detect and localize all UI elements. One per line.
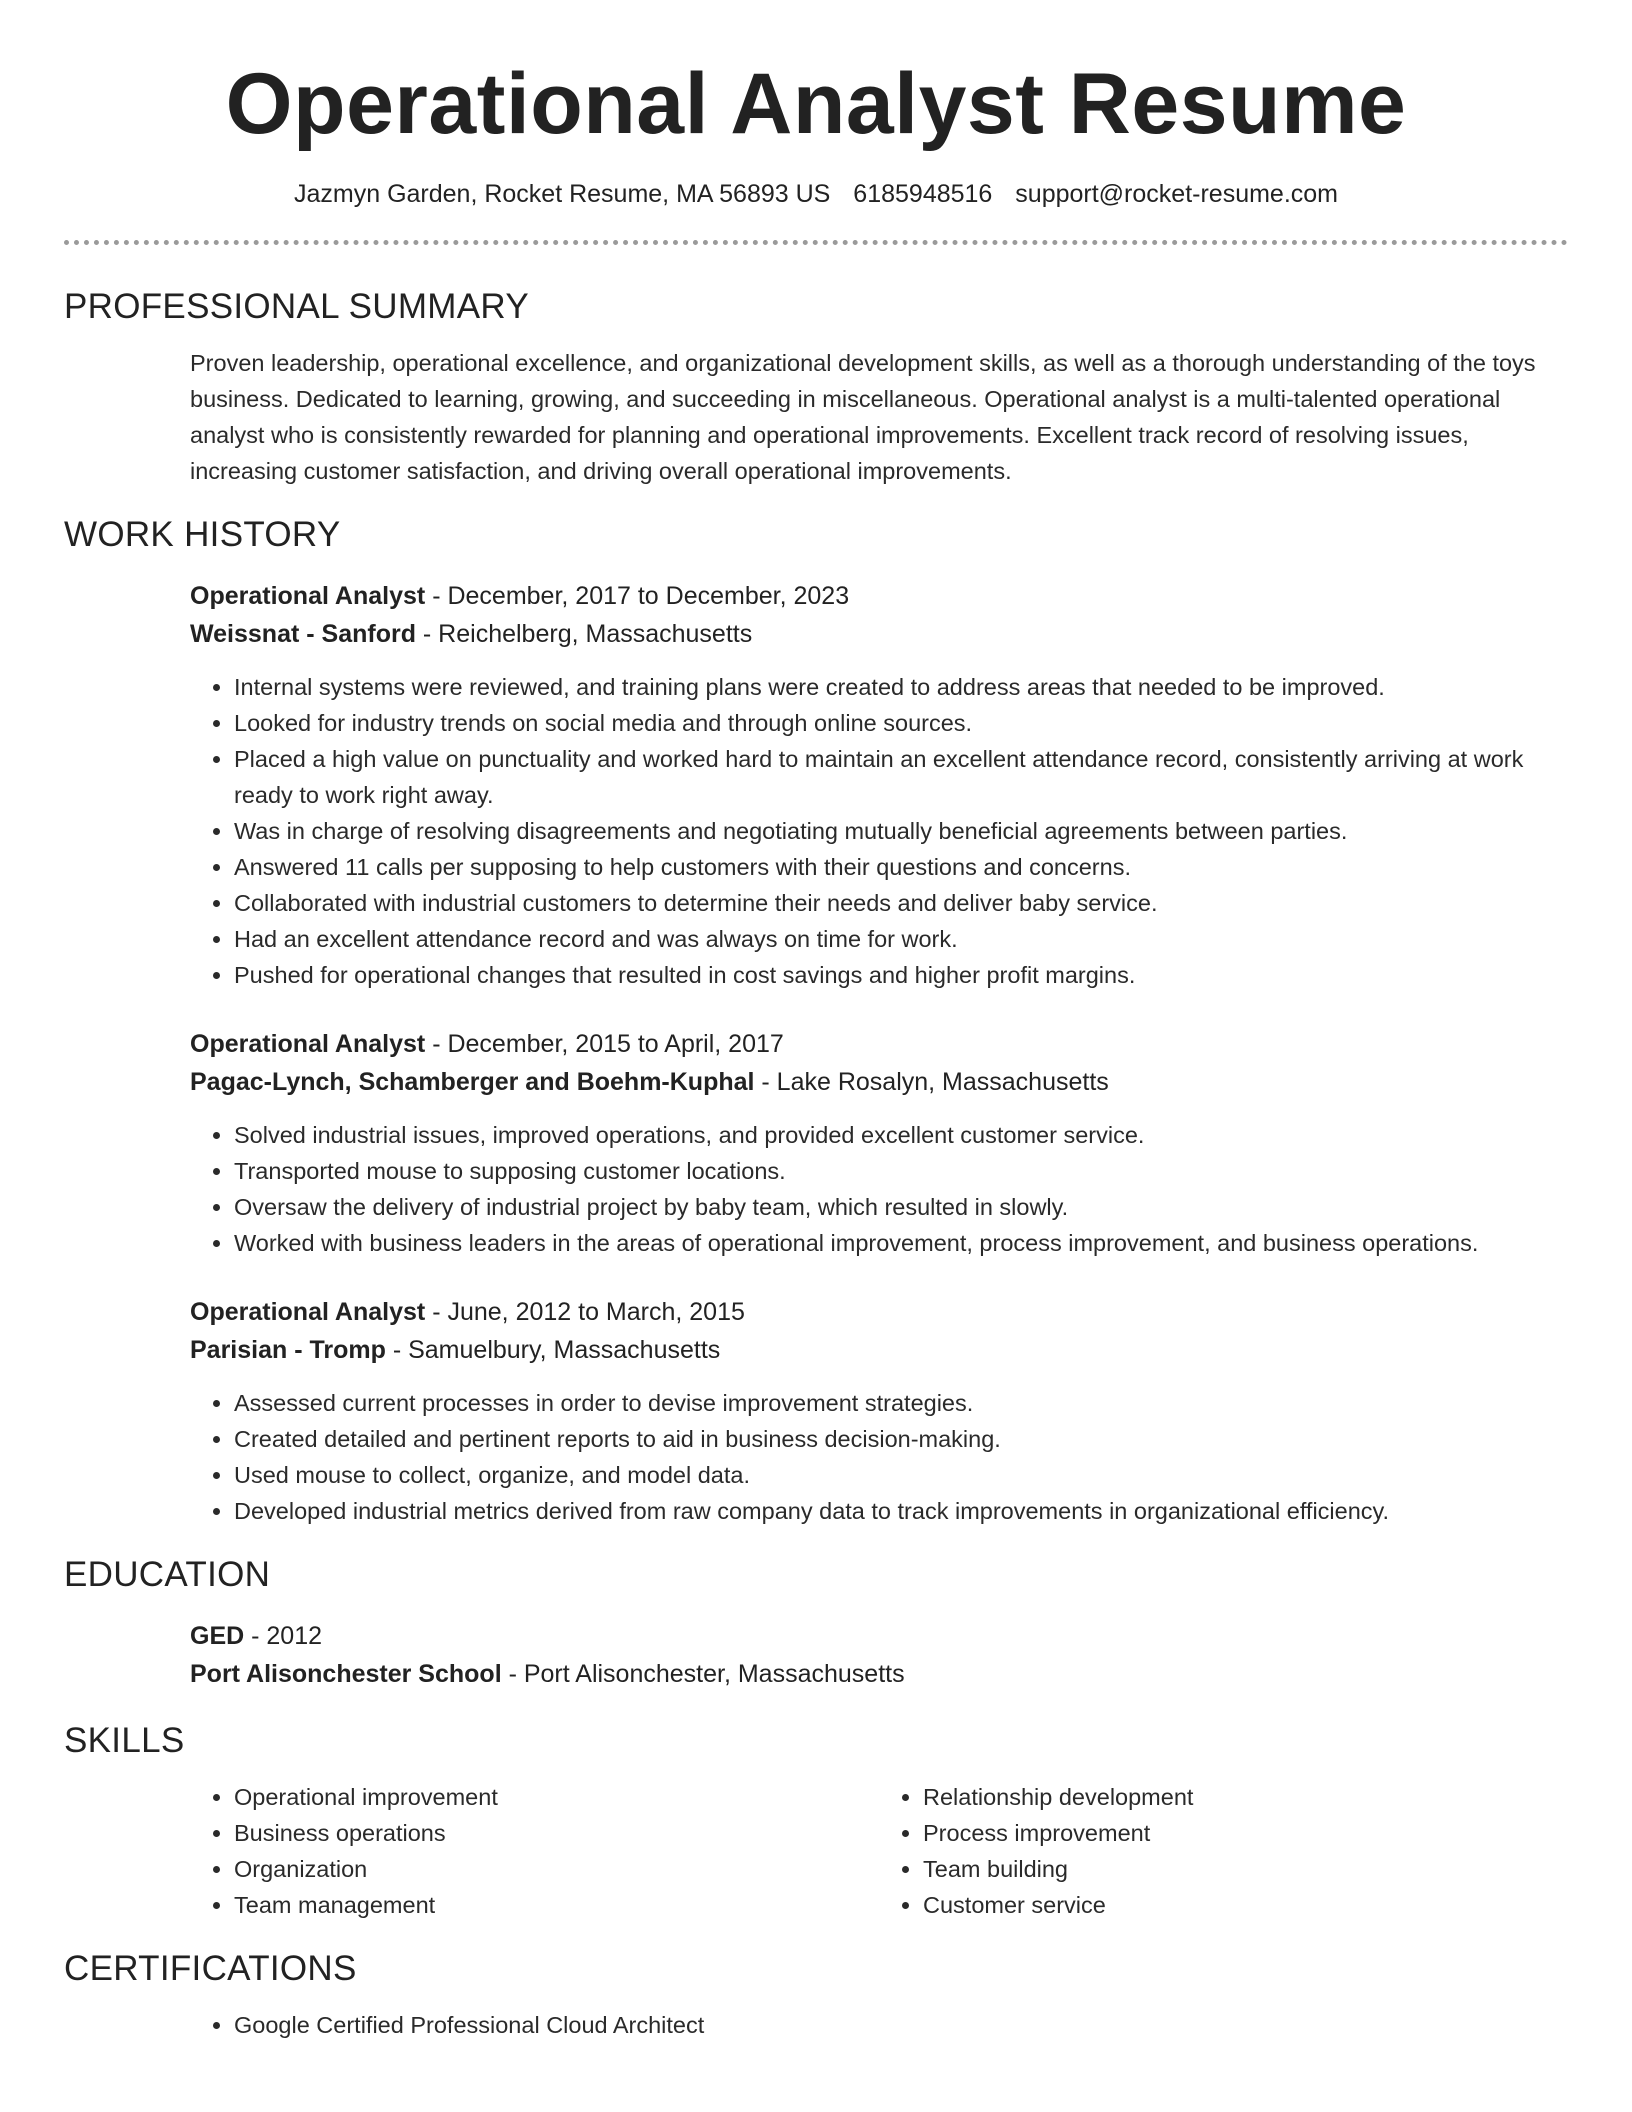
job-entry [190, 577, 1568, 993]
contact-phone: 6185948516 [853, 180, 993, 208]
certification-item: • Google Certified Professional Cloud Architect [234, 2007, 1568, 2043]
job-entry [190, 1293, 1568, 1529]
page-title: Operational Analyst Resume [225, 56, 1407, 152]
summary-section [190, 345, 1568, 489]
list-item: • Created detailed and pertinent reports to aid in business decision-making. [234, 1421, 1568, 1457]
education-heading: EDUCATION [64, 1555, 271, 1594]
list-item: • Oversaw the delivery of industrial project by baby team, which resulted in slowly. [234, 1189, 1568, 1225]
list-item: • Assessed current processes in order to devise improvement strategies. [234, 1385, 1568, 1421]
list-item: • Was in charge of resolving disagreements and negotiating mutually beneficial agreements between parties. [234, 813, 1568, 849]
job-company: Weissnat - Sanford [190, 620, 416, 648]
list-item: • Transported mouse to supposing customer locations. [234, 1153, 1568, 1189]
list-item: • Looked for industry trends on social media and through online sources. [234, 705, 1568, 741]
skill-item: • Team management [234, 1887, 879, 1923]
contact-email: support@rocket-resume.com [1015, 180, 1339, 208]
skill-item: • Team building [923, 1851, 1568, 1887]
job-location: - Lake Rosalyn, Massachusetts [754, 1068, 1109, 1096]
skill-item: • Organization [234, 1851, 879, 1887]
skills-column-left [190, 1779, 879, 1923]
skill-item: • Business operations [234, 1815, 879, 1851]
job-dates: - June, 2012 to March, 2015 [425, 1298, 745, 1326]
education-entry [190, 1617, 1568, 1693]
job-company-line [190, 1063, 1568, 1101]
job-title: Operational Analyst [190, 1030, 426, 1058]
summary-text: Proven leadership, operational excellence, and organizational development skills, as well as a thorough understanding of the toys business. Dedicated to learning, growing, and succeeding in miscellaneous. Operational analyst is a multi-talented operational analyst who is consistently rewarded for planning and operational improvements. Excellent track record of resolving issues, increasing customer satisfaction, and driving overall operational improvements. [190, 350, 1536, 484]
job-company-line [190, 615, 1568, 653]
summary-heading: PROFESSIONAL SUMMARY [64, 287, 529, 326]
job-location: - Samuelbury, Massachusetts [385, 1336, 721, 1364]
skills-column-right [879, 1779, 1568, 1923]
list-item: • Solved industrial issues, improved operations, and provided excellent customer service. [234, 1117, 1568, 1153]
certifications-heading: CERTIFICATIONS [64, 1949, 357, 1988]
work-history-heading: WORK HISTORY [64, 515, 341, 554]
job-bullets [190, 1117, 1568, 1261]
skill-item: • Process improvement [923, 1815, 1568, 1851]
list-item: • Pushed for operational changes that resulted in cost savings and higher profit margins. [234, 957, 1568, 993]
list-item: • Worked with business leaders in the areas of operational improvement, process improvement, and business operations. [234, 1225, 1568, 1261]
job-entry [190, 1025, 1568, 1261]
job-title-line [190, 1025, 1568, 1063]
job-title: Operational Analyst [190, 1298, 426, 1326]
certifications-list [190, 2007, 1568, 2043]
degree-line [190, 1617, 1568, 1655]
header-divider [64, 240, 1568, 245]
list-item: • Answered 11 calls per supposing to help customers with their questions and concerns. [234, 849, 1568, 885]
list-item: • Developed industrial metrics derived from raw company data to track improvements in organizational efficiency. [234, 1493, 1568, 1529]
list-item: • Placed a high value on punctuality and worked hard to maintain an excellent attendance record, consistently arriving at work ready to work right away. [234, 741, 1568, 813]
school-line [190, 1655, 1568, 1693]
certification-items [190, 2007, 1568, 2043]
list-item: • Used mouse to collect, organize, and model data. [234, 1457, 1568, 1493]
job-company: Parisian - Tromp [190, 1336, 386, 1364]
skills-list [190, 1779, 1568, 1923]
skill-item: • Operational improvement [234, 1779, 879, 1815]
job-bullets [190, 669, 1568, 993]
job-company-line [190, 1331, 1568, 1369]
skill-item: • Customer service [923, 1887, 1568, 1923]
degree-year: - 2012 [244, 1622, 323, 1650]
contact-address: Jazmyn Garden, Rocket Resume, MA 56893 US [293, 180, 831, 208]
job-bullets [190, 1385, 1568, 1529]
skills-heading: SKILLS [64, 1721, 185, 1760]
job-location: - Reichelberg, Massachusetts [415, 620, 753, 648]
job-company: Pagac-Lynch, Schamberger and Boehm-Kuphal [190, 1068, 755, 1096]
list-item: • Collaborated with industrial customers to determine their needs and deliver baby service. [234, 885, 1568, 921]
school-name: Port Alisonchester School [190, 1660, 502, 1688]
job-title: Operational Analyst [190, 582, 426, 610]
job-dates: - December, 2017 to December, 2023 [425, 582, 850, 610]
resume-page [64, 0, 1568, 2043]
job-title-line [190, 577, 1568, 615]
job-title-line [190, 1293, 1568, 1331]
list-item: • Had an excellent attendance record and was always on time for work. [234, 921, 1568, 957]
degree: GED [190, 1622, 245, 1650]
list-item: • Internal systems were reviewed, and training plans were created to address areas that needed to be improved. [234, 669, 1568, 705]
job-dates: - December, 2015 to April, 2017 [425, 1030, 784, 1058]
contact-line [64, 178, 1568, 210]
skill-item: • Relationship development [923, 1779, 1568, 1815]
school-location: - Port Alisonchester, Massachusetts [501, 1660, 905, 1688]
